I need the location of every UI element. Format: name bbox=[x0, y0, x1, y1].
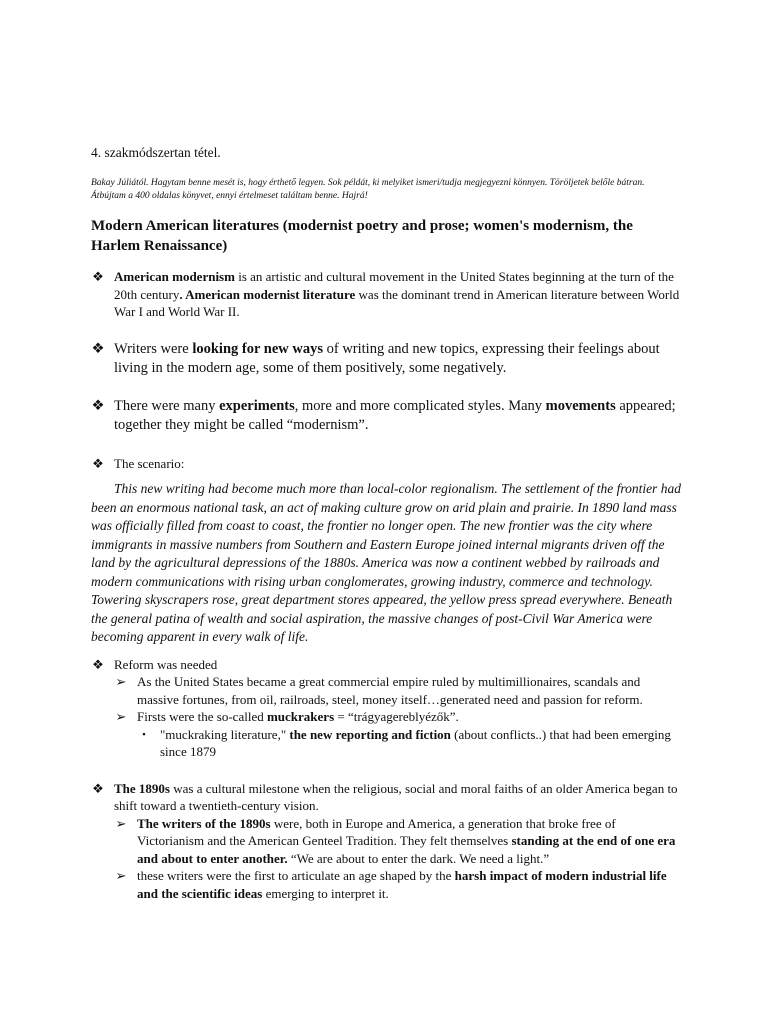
bold-text: looking for new ways bbox=[192, 340, 323, 357]
bullet-experiments bbox=[91, 397, 681, 436]
bold-text: harsh impact of modern industrial life and the scientific ideas bbox=[137, 868, 667, 901]
text: of writing and new topics, expressing their feelings about living in the modern age, some of them positively, some negatively. bbox=[114, 340, 660, 376]
diamond-bullet-icon: ❖ bbox=[92, 656, 104, 672]
sub-bullet-industrial-life bbox=[114, 867, 681, 902]
text: appeared; together they might be called “modernism”. bbox=[114, 397, 676, 433]
bold-text: muckrakers bbox=[266, 709, 335, 724]
text: was a cultural milestone when the religious, social and moral faiths of an older America began to shift toward a twentieth-century vision. bbox=[114, 780, 678, 813]
doc-heading: Modern American literatures (modernist poetry and prose; women's modernism, the Harlem Renaissance) bbox=[91, 218, 633, 254]
text: As the United States became a great commercial empire ruled by multimillionaires, scandals and massive fortunes, from oil, railroads, steel, money itself…generated need and passion for reform. bbox=[137, 674, 643, 707]
sub-bullet-writers-1890s bbox=[114, 815, 681, 868]
text: The scenario: bbox=[114, 455, 185, 471]
text: Reform was needed bbox=[114, 656, 218, 672]
text: Writers were bbox=[114, 340, 193, 357]
text: were, both in Europe and America, a generation that broke free of Victorianism and the American Genteel Tradition. They felt themselves bbox=[137, 815, 616, 848]
bullet-1890s bbox=[91, 780, 681, 815]
text: (about conflicts..) that had been emerging since 1879 bbox=[160, 726, 671, 759]
text: was the dominant trend in American literature between World War I and World War II. bbox=[114, 286, 680, 319]
doc-title-line: 4. szakmódszertan tétel. bbox=[91, 145, 221, 160]
text: these writers were the first to articulate an age shaped by the bbox=[137, 868, 455, 883]
arrow-bullet-icon: ➢ bbox=[115, 868, 127, 883]
document-body bbox=[91, 145, 681, 902]
arrow-bullet-icon: ➢ bbox=[115, 815, 127, 831]
bold-text: the new reporting and fiction bbox=[289, 726, 451, 742]
diamond-bullet-icon: ❖ bbox=[92, 269, 104, 284]
text: "muckraking literature," bbox=[160, 726, 290, 742]
bullet-writers-new-ways bbox=[91, 340, 681, 379]
text: = “trágyagereblyézők”. bbox=[334, 709, 459, 724]
scenario-paragraph: This new writing had become much more than local-color regionalism. The settlement of the frontier had been an enormous national task, an act of making culture grow on arid plain and prairie. In 1890 land mass was officially filled from coast to coast, the frontier no longer open. The new frontier was the city where immigrants in massive numbers from Southern and Eastern Europe joined internal migrants driven off the land by the agricultural depressions of the 1880s. America was now a continent webbed by railroads and modern communications with rising urban conglomerates, growing industry, commerce and technology. Towering skyscrapers rose, great department stores appeared, the yellow press spread everywhere. Beneath the general patina of wealth and social aspiration, the massive changes of post-Civil War America were becoming apparent in every walk of life. bbox=[91, 481, 681, 644]
bullet-american-modernism bbox=[91, 268, 681, 321]
text: , more and more complicated styles. Many bbox=[294, 397, 546, 414]
bold-text: . American modernist literature bbox=[179, 286, 356, 302]
bold-text: standing at the end of one era and about to enter another. bbox=[137, 833, 676, 866]
bold-text: American modernism bbox=[114, 269, 235, 284]
bold-text: movements bbox=[545, 397, 616, 414]
text: Firsts were the so-called bbox=[137, 709, 267, 724]
text: There were many bbox=[114, 397, 220, 414]
diamond-bullet-icon: ❖ bbox=[91, 340, 105, 357]
diamond-bullet-icon: ❖ bbox=[92, 455, 104, 471]
bullet-reform bbox=[91, 656, 681, 674]
text: is an artistic and cultural movement in the United States beginning at the turn of the 20th century bbox=[114, 269, 674, 302]
author-note: Bakay Júliától. Hagytam benne mesét is, hogy érthető legyen. Sok példát, ki melyiket ismeri/tudja megjegyezni könnyen. Töröljetek belőle bátran. Átbújtam a 400 oldalas könyvet, ennyi értelmeset találtam benne. Hajrá! bbox=[91, 178, 645, 201]
diamond-bullet-icon: ❖ bbox=[91, 397, 105, 414]
diamond-bullet-icon: ❖ bbox=[92, 780, 104, 796]
arrow-bullet-icon: ➢ bbox=[115, 709, 127, 724]
bullet-scenario bbox=[91, 455, 681, 473]
subsub-bullet-muckraking-literature bbox=[137, 726, 681, 761]
text: “We are about to enter the dark. We need a light.” bbox=[287, 850, 550, 866]
sub-bullet-muckrakers bbox=[114, 708, 681, 726]
sub-bullet-commercial-empire bbox=[114, 673, 681, 708]
bold-text: The 1890s bbox=[114, 780, 170, 796]
text: emerging to interpret it. bbox=[262, 885, 389, 901]
square-bullet-icon: ▪ bbox=[142, 728, 146, 739]
arrow-bullet-icon: ➢ bbox=[115, 674, 127, 689]
bold-text: experiments bbox=[219, 397, 295, 414]
bold-text: The writers of the 1890s bbox=[137, 815, 271, 831]
